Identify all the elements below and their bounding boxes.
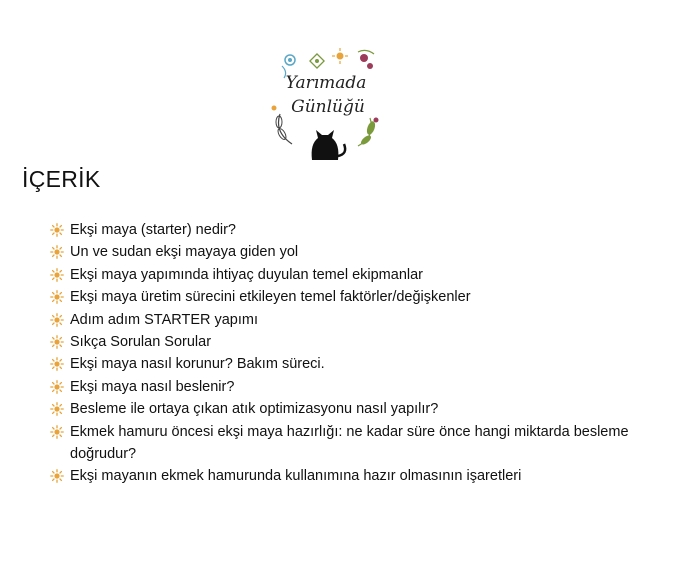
toc-item-label: Ekşi maya yapımında ihtiyaç duyulan temel ekipmanlar xyxy=(70,266,423,283)
berry-icon xyxy=(358,50,374,69)
toc-item xyxy=(50,376,670,398)
toc-item-label: Un ve sudan ekşi mayaya giden yol xyxy=(70,244,299,261)
toc-item-label: Ekşi maya (starter) nedir? xyxy=(70,222,236,238)
logo-title-line1: Yarımada xyxy=(285,73,367,93)
logo-title-line2: Günlüğü xyxy=(291,97,365,117)
toc-item xyxy=(50,286,670,308)
yarimada-gunlugu-logo xyxy=(270,44,382,162)
toc-item-label: Ekşi maya üretim sürecini etkileyen temel faktörler/değişkenler xyxy=(70,289,471,306)
toc-item-label: Ekşi mayanın ekmek hamurunda kullanımına hazır olmasının işaretleri xyxy=(70,468,522,485)
sun-bullet-icon xyxy=(50,290,64,304)
sun-bullet-icon xyxy=(50,335,64,349)
sun-bullet-icon xyxy=(50,380,64,394)
toc-item xyxy=(50,465,670,487)
sun-bullet-icon xyxy=(50,223,64,237)
toc-item xyxy=(50,398,670,420)
toc-item xyxy=(50,219,670,241)
sun-bullet-icon xyxy=(50,357,64,371)
toc-item xyxy=(50,353,670,375)
toc-item xyxy=(50,421,670,466)
sun-bullet-icon xyxy=(50,245,64,259)
toc-item xyxy=(50,331,670,353)
toc-item-label: Ekşi maya nasıl korunur? Bakım süreci. xyxy=(70,356,325,373)
cat-icon xyxy=(312,130,346,160)
toc-item-label: Ekmek hamuru öncesi ekşi maya hazırlığı: ne kadar süre önce hangi miktarda besleme doğrudur? xyxy=(70,423,629,463)
sun-icon xyxy=(332,48,348,64)
toc-item xyxy=(50,264,670,286)
sun-bullet-icon xyxy=(50,402,64,416)
toc-item-label: Adım adım STARTER yapımı xyxy=(70,311,259,328)
toc-item xyxy=(50,309,670,331)
table-of-contents xyxy=(50,219,670,488)
sun-bullet-icon xyxy=(50,425,64,439)
toc-item-label: Ekşi maya nasıl beslenir? xyxy=(70,378,235,395)
sun-bullet-icon xyxy=(50,469,64,483)
sun-bullet-icon xyxy=(50,268,64,282)
sun-bullet-icon xyxy=(50,313,64,327)
toc-item-label: Besleme ile ortaya çıkan atık optimizasyonu nasıl yapılır? xyxy=(70,401,439,418)
toc-item-label: Sıkça Sorulan Sorular xyxy=(70,334,212,351)
page-title: İÇERİK xyxy=(22,166,101,192)
toc-item xyxy=(50,241,670,263)
flower-icon xyxy=(310,54,324,68)
